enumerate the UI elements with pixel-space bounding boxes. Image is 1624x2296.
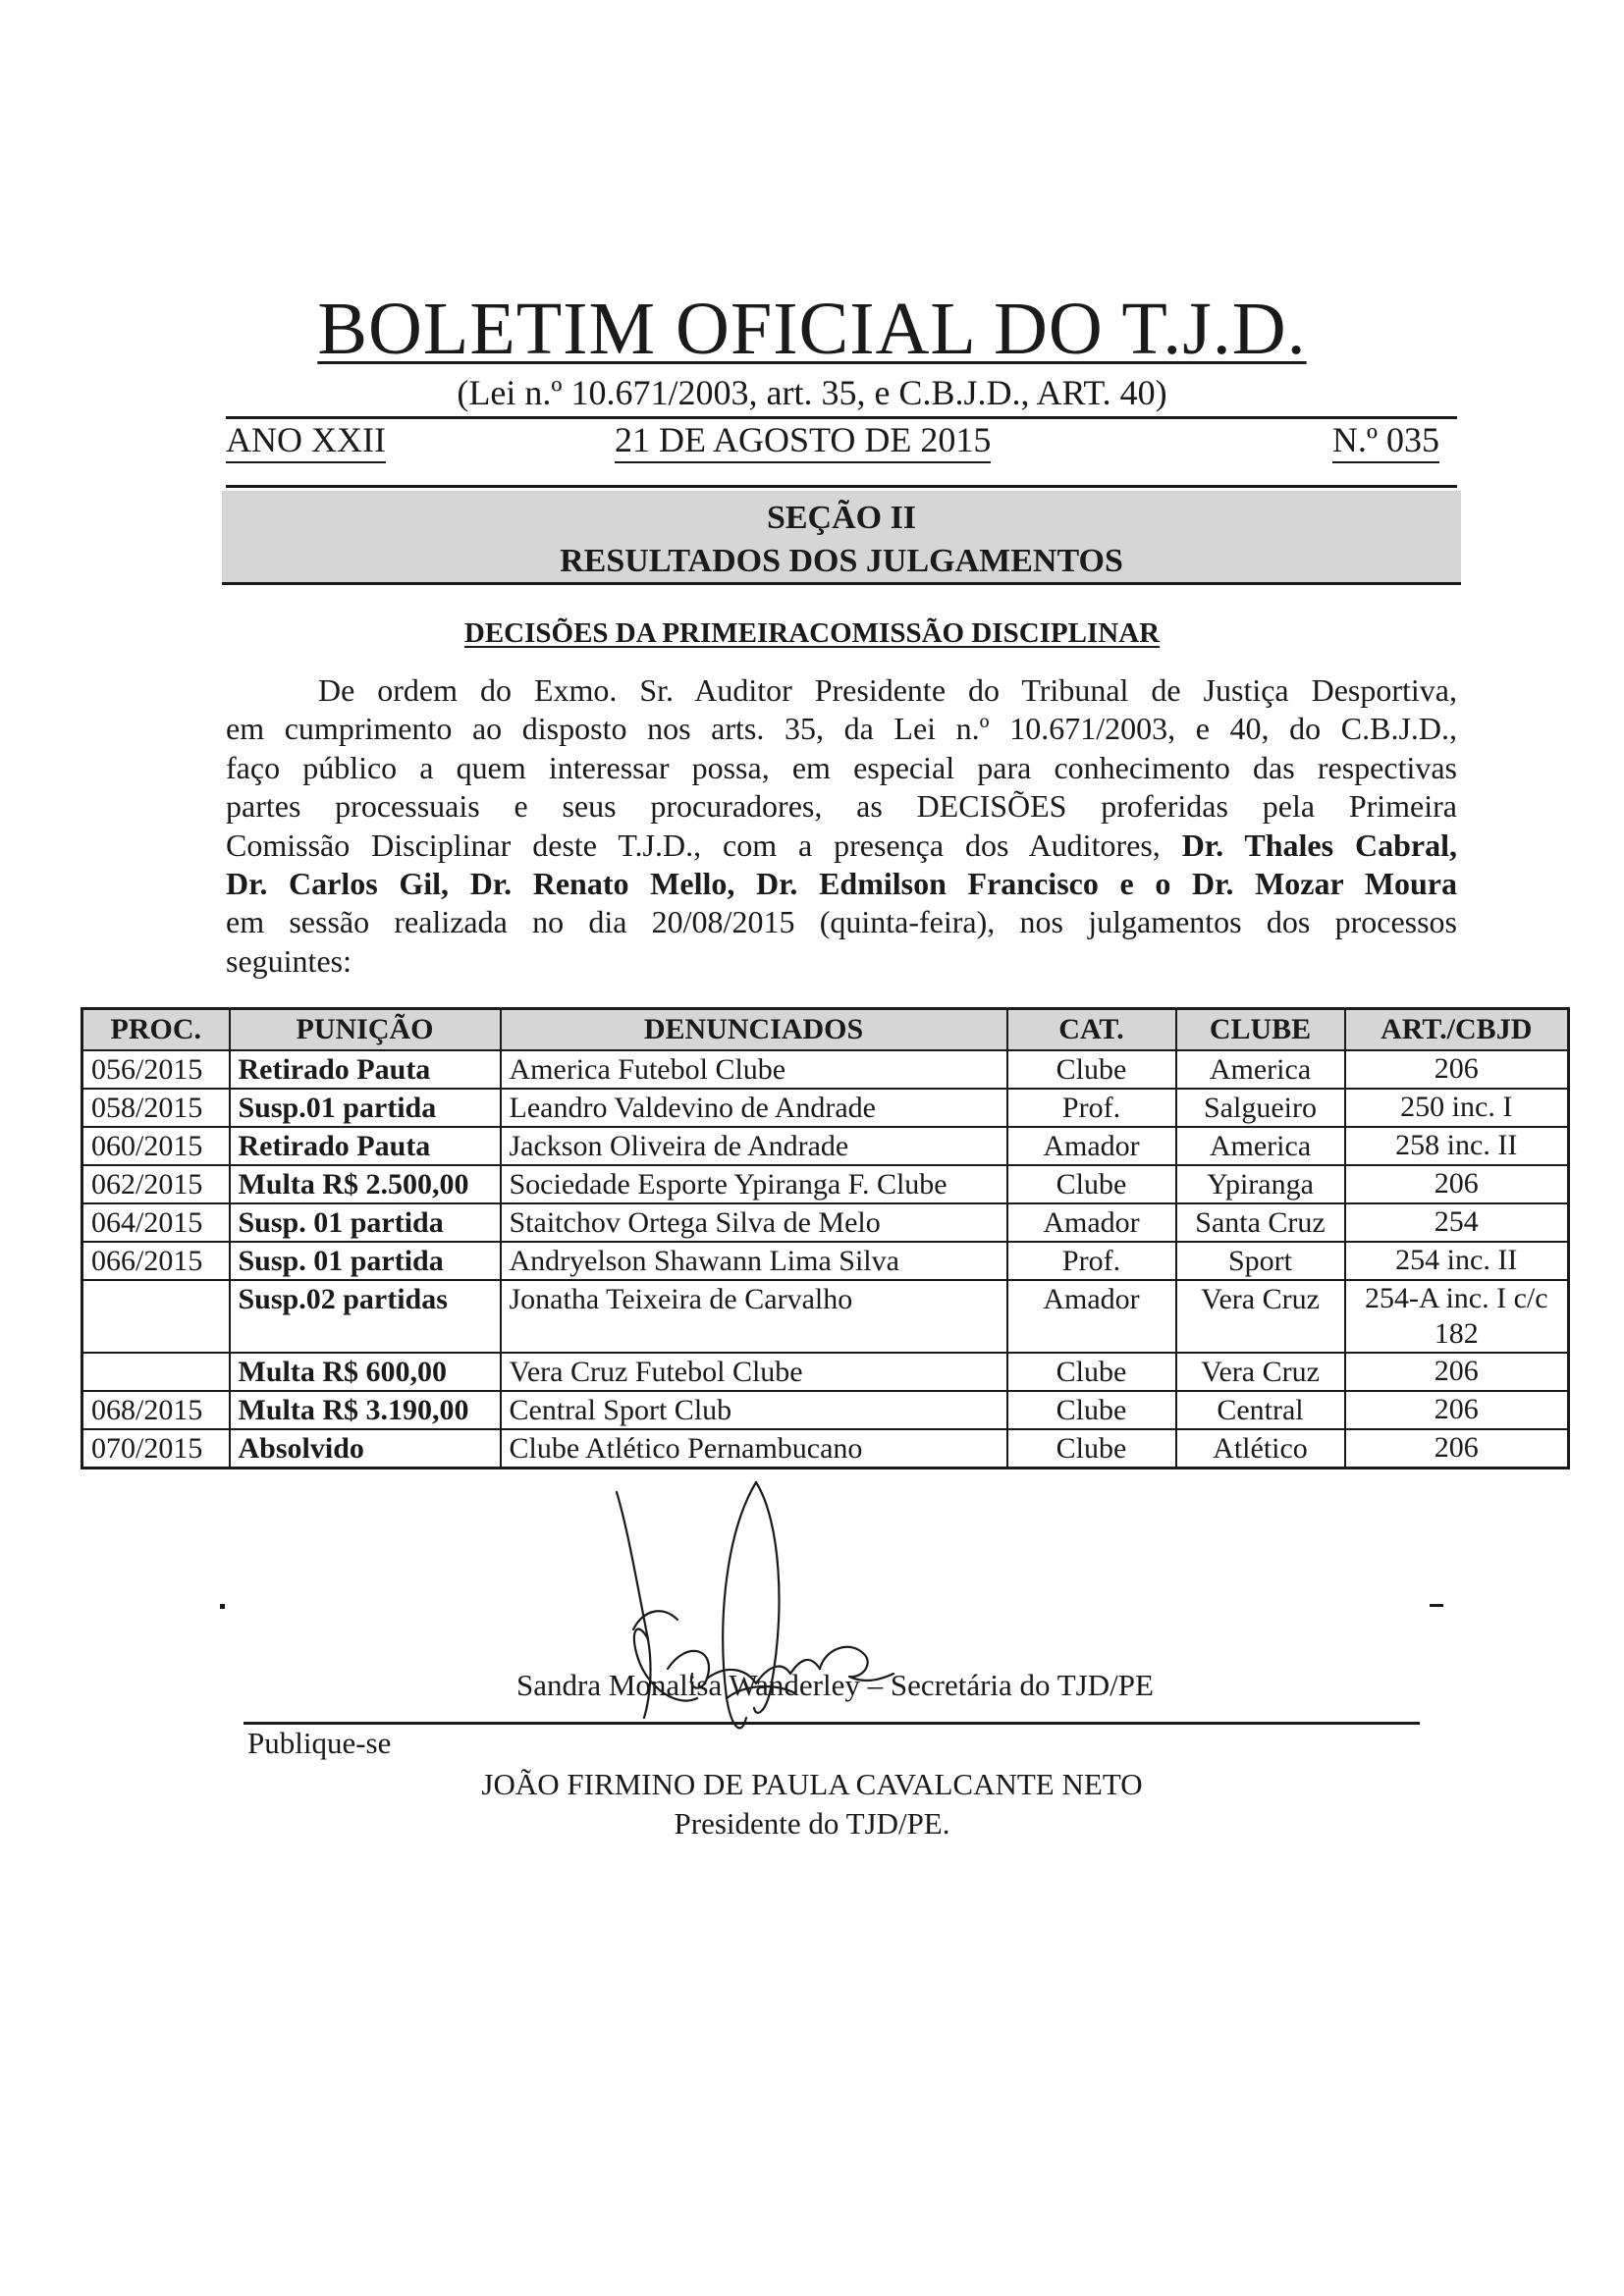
cell-denunciado: Sociedade Esporte Ypiranga F. Clube bbox=[501, 1165, 1007, 1203]
cell-proc: 060/2015 bbox=[82, 1127, 230, 1165]
auditor-name: Dr. Thales Cabral, bbox=[1181, 827, 1458, 863]
left-mark bbox=[220, 1604, 225, 1609]
cell-art: 254 inc. II bbox=[1345, 1242, 1569, 1280]
cell-art: 206 bbox=[1345, 1429, 1569, 1468]
decisions-heading-text: DECISÕES DA PRIMEIRACOMISSÃO DISCIPLINAR bbox=[463, 617, 1161, 649]
cell-clube: Vera Cruz bbox=[1176, 1280, 1345, 1353]
cell-proc: 066/2015 bbox=[82, 1242, 230, 1280]
cell-art: 206 bbox=[1345, 1050, 1569, 1089]
cell-cat: Clube bbox=[1007, 1429, 1176, 1468]
cell-punicao: Multa R$ 600,00 bbox=[230, 1353, 501, 1391]
cell-proc: 070/2015 bbox=[82, 1429, 230, 1468]
president-title: Presidente do TJD/PE. bbox=[674, 1806, 950, 1841]
section-banner bbox=[222, 491, 1461, 585]
column-header-clube: CLUBE bbox=[1176, 1009, 1345, 1051]
cell-proc: 064/2015 bbox=[82, 1203, 230, 1242]
cell-clube: Vera Cruz bbox=[1176, 1353, 1345, 1391]
cell-denunciado: Central Sport Club bbox=[501, 1391, 1007, 1429]
table-row bbox=[82, 1165, 1569, 1203]
column-header-art: ART./CBJD bbox=[1345, 1009, 1569, 1051]
column-header-proc: PROC. bbox=[82, 1009, 230, 1051]
table-row bbox=[82, 1429, 1569, 1468]
cell-clube: America bbox=[1176, 1050, 1345, 1089]
cell-punicao: Retirado Pauta bbox=[230, 1127, 501, 1165]
cell-denunciado: Andryelson Shawann Lima Silva bbox=[501, 1242, 1007, 1280]
signature-rule bbox=[244, 1722, 1420, 1725]
table-row bbox=[82, 1127, 1569, 1165]
intro-line: em sessão realizada no dia 20/08/2015 (quinta-feira), nos julgamentos dos processos bbox=[226, 904, 1457, 940]
cell-art: 250 inc. I bbox=[1345, 1089, 1569, 1127]
cell-punicao: Absolvido bbox=[230, 1429, 501, 1468]
intro-line: faço público a quem interessar possa, em especial para conhecimento das respectivas bbox=[226, 749, 1457, 785]
cell-cat: Amador bbox=[1007, 1127, 1176, 1165]
cell-punicao: Retirado Pauta bbox=[230, 1050, 501, 1089]
handwritten-signature bbox=[609, 1472, 903, 1757]
right-mark bbox=[1430, 1604, 1443, 1607]
section-title: RESULTADOS DOS JULGAMENTOS bbox=[560, 543, 1123, 579]
cell-denunciado: America Futebol Clube bbox=[501, 1050, 1007, 1089]
cell-clube: Ypiranga bbox=[1176, 1165, 1345, 1203]
decisions-heading bbox=[0, 614, 1624, 652]
cell-punicao: Susp.01 partida bbox=[230, 1089, 501, 1127]
cell-proc: 058/2015 bbox=[82, 1089, 230, 1127]
cell-proc: 068/2015 bbox=[82, 1391, 230, 1429]
secretary-signature-line: Sandra Monalisa Wanderley – Secretária do TJD/PE bbox=[516, 1668, 1154, 1702]
cell-clube: Central bbox=[1176, 1391, 1345, 1429]
intro-line: seguintes: bbox=[226, 942, 352, 979]
intro-line bbox=[226, 827, 1457, 865]
judgments-table-body bbox=[82, 1050, 1569, 1468]
cell-clube: Salgueiro bbox=[1176, 1089, 1345, 1127]
cell-punicao: Susp. 01 partida bbox=[230, 1242, 501, 1280]
table-row bbox=[82, 1391, 1569, 1429]
table-row bbox=[82, 1242, 1569, 1280]
intro-line: De ordem do Exmo. Sr. Auditor Presidente do Tribunal de Justiça Desportiva, bbox=[318, 672, 1457, 708]
cell-cat: Amador bbox=[1007, 1203, 1176, 1242]
intro-line bbox=[226, 865, 1457, 903]
issue-year: ANO XXII bbox=[226, 418, 386, 463]
publique-se-label: Publique-se bbox=[247, 1726, 392, 1760]
cell-denunciado: Leandro Valdevino de Andrade bbox=[501, 1089, 1007, 1127]
table-row bbox=[82, 1353, 1569, 1391]
judgments-table bbox=[81, 1007, 1570, 1469]
cell-denunciado: Jackson Oliveira de Andrade bbox=[501, 1127, 1007, 1165]
cell-cat: Clube bbox=[1007, 1353, 1176, 1391]
cell-proc bbox=[82, 1353, 230, 1391]
cell-proc bbox=[82, 1280, 230, 1353]
cell-art: 254 bbox=[1345, 1203, 1569, 1242]
cell-art: 258 inc. II bbox=[1345, 1127, 1569, 1165]
cell-punicao: Multa R$ 2.500,00 bbox=[230, 1165, 501, 1203]
cell-art: 206 bbox=[1345, 1353, 1569, 1391]
cell-denunciado: Clube Atlético Pernambucano bbox=[501, 1429, 1007, 1468]
table-header-row bbox=[82, 1009, 1569, 1051]
masthead-row bbox=[226, 418, 1439, 461]
bulletin-title-text: BOLETIM OFICIAL DO T.J.D. bbox=[317, 288, 1307, 370]
cell-clube: Sport bbox=[1176, 1242, 1345, 1280]
cell-punicao: Susp. 01 partida bbox=[230, 1203, 501, 1242]
president-name: JOÃO FIRMINO DE PAULA CAVALCANTE NETO bbox=[481, 1767, 1143, 1801]
cell-art: 206 bbox=[1345, 1391, 1569, 1429]
cell-denunciado: Jonatha Teixeira de Carvalho bbox=[501, 1280, 1007, 1353]
masthead-bottom-rule bbox=[226, 485, 1457, 488]
intro-paragraph bbox=[226, 671, 1457, 981]
table-row bbox=[82, 1089, 1569, 1127]
section-number: SEÇÃO II bbox=[766, 500, 917, 536]
cell-cat: Prof. bbox=[1007, 1242, 1176, 1280]
cell-cat: Prof. bbox=[1007, 1089, 1176, 1127]
cell-punicao: Multa R$ 3.190,00 bbox=[230, 1391, 501, 1429]
column-header-cat: CAT. bbox=[1007, 1009, 1176, 1051]
intro-line: partes processuais e seus procuradores, as DECISÕES proferidas pela Primeira bbox=[226, 788, 1457, 825]
cell-punicao: Susp.02 partidas bbox=[230, 1280, 501, 1353]
cell-art: 254-A inc. I c/c 182 bbox=[1345, 1280, 1569, 1353]
table-row bbox=[82, 1280, 1569, 1353]
cell-cat: Clube bbox=[1007, 1165, 1176, 1203]
cell-cat: Clube bbox=[1007, 1050, 1176, 1089]
cell-clube: America bbox=[1176, 1127, 1345, 1165]
cell-denunciado: Staitchov Ortega Silva de Melo bbox=[501, 1203, 1007, 1242]
cell-proc: 062/2015 bbox=[82, 1165, 230, 1203]
bulletin-subtitle: (Lei n.º 10.671/2003, art. 35, e C.B.J.D., ART. 40) bbox=[457, 373, 1167, 412]
auditor-names: Dr. Carlos Gil, Dr. Renato Mello, Dr. Edmilson Francisco e o Dr. Mozar Moura bbox=[226, 866, 1457, 902]
cell-clube: Santa Cruz bbox=[1176, 1203, 1345, 1242]
cell-proc: 056/2015 bbox=[82, 1050, 230, 1089]
intro-text: Comissão Disciplinar deste T.J.D., com a presença dos Auditores, bbox=[226, 827, 1182, 863]
table-row bbox=[82, 1050, 1569, 1089]
cell-cat: Clube bbox=[1007, 1391, 1176, 1429]
column-header-denunciados: DENUNCIADOS bbox=[501, 1009, 1007, 1051]
judgments-table-wrapper bbox=[81, 1007, 1567, 1469]
table-row bbox=[82, 1203, 1569, 1242]
intro-line: em cumprimento ao disposto nos arts. 35, da Lei n.º 10.671/2003, e 40, do C.B.J.D., bbox=[226, 711, 1457, 747]
column-header-punicao: PUNIÇÃO bbox=[230, 1009, 501, 1051]
issue-number: N.º 035 bbox=[1332, 418, 1439, 463]
cell-denunciado: Vera Cruz Futebol Clube bbox=[501, 1353, 1007, 1391]
issue-date: 21 DE AGOSTO DE 2015 bbox=[615, 418, 991, 463]
cell-cat: Amador bbox=[1007, 1280, 1176, 1353]
bulletin-title bbox=[0, 285, 1624, 373]
cell-clube: Atlético bbox=[1176, 1429, 1345, 1468]
cell-art: 206 bbox=[1345, 1165, 1569, 1203]
